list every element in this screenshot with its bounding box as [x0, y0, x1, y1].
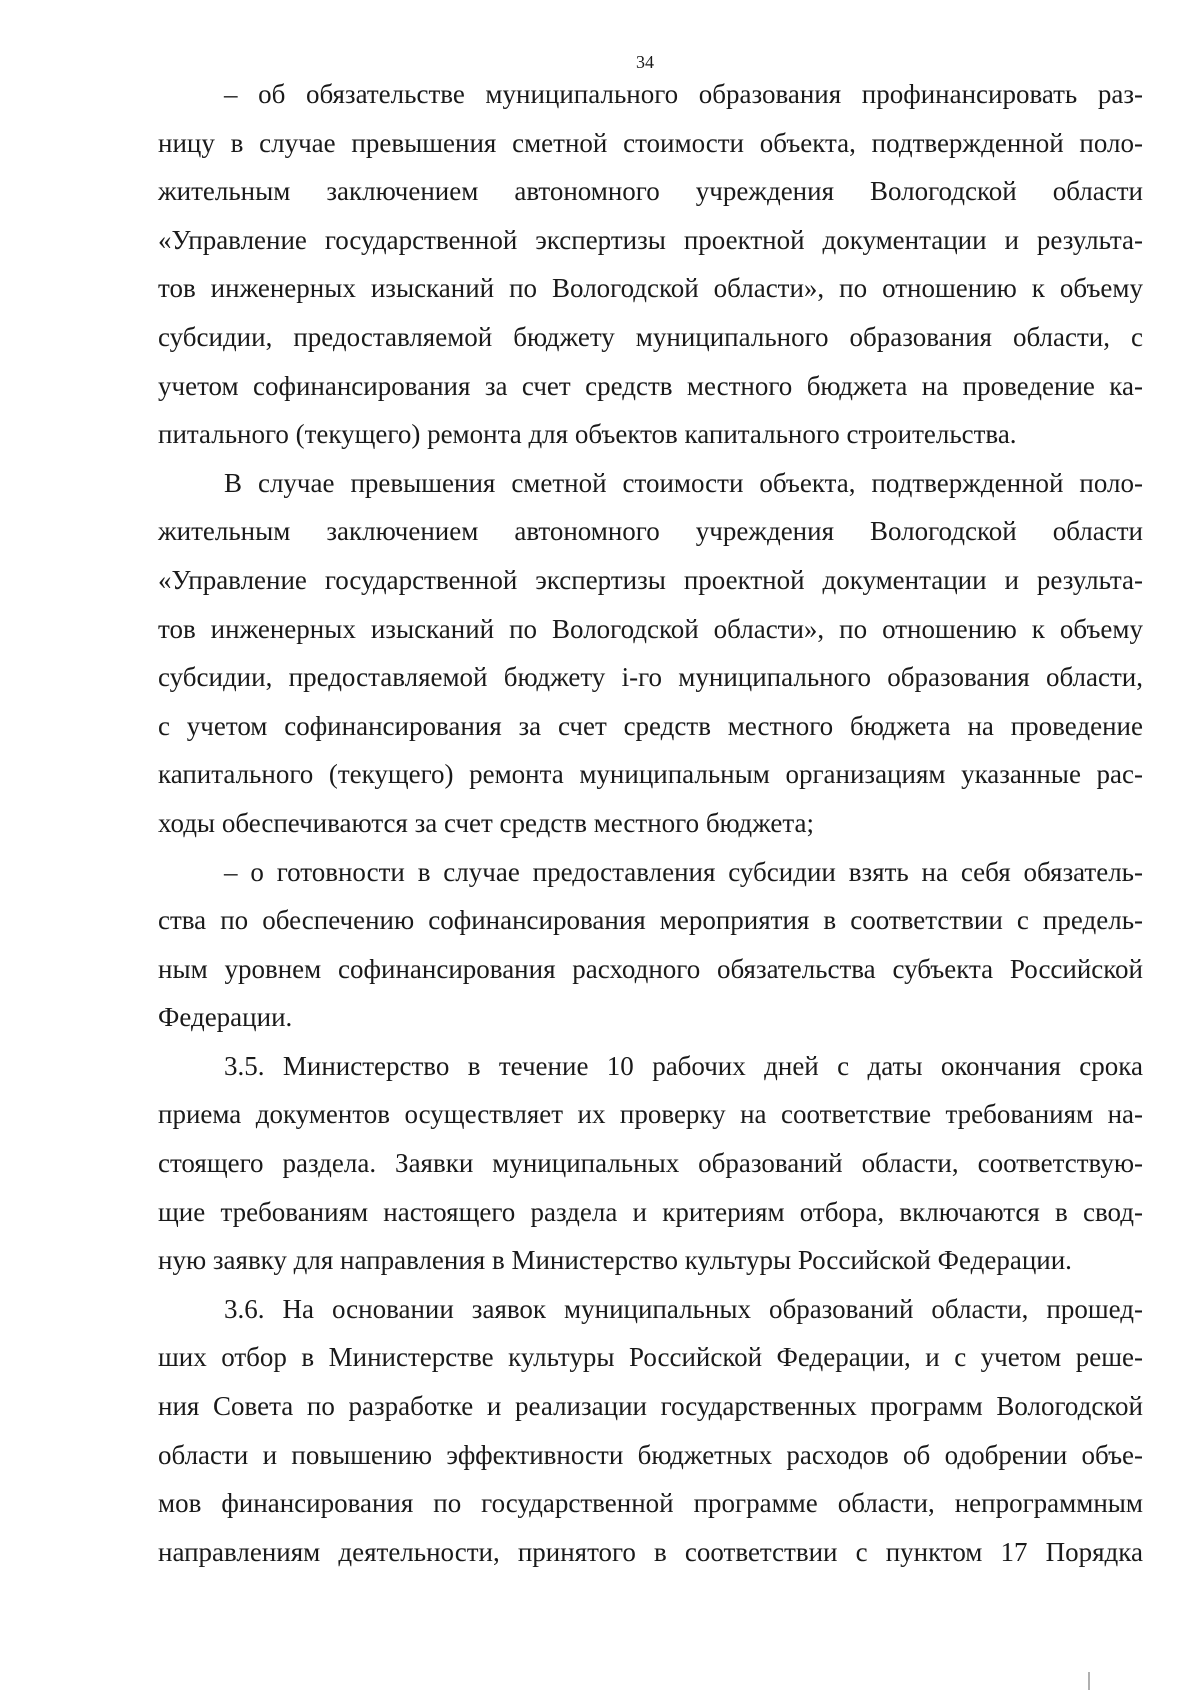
text-line: «Управление государственной экспертизы проектной документации и результа- [158, 224, 1143, 255]
paragraph [158, 1042, 1143, 1285]
text-line: ния Совета по разработке и реализации государственных программ Вологодской [158, 1391, 1143, 1422]
text-line: ную заявку для направления в Министерство культуры Российской Федерации. [158, 1245, 1072, 1276]
scan-artifact-mark [1088, 1672, 1090, 1690]
text-line: направлениям деятельности, принятого в соответствии с пунктом 17 Порядка [158, 1536, 1143, 1567]
text-line: с учетом софинансирования за счет средств местного бюджета на проведение [158, 710, 1143, 741]
text-line: – об обязательстве муниципального образования профинансировать раз- [224, 79, 1143, 109]
page-number: 34 [636, 52, 654, 72]
text-line: щие требованиям настоящего раздела и критериям отбора, включаются в свод- [158, 1196, 1143, 1227]
text-line: мов финансирования по государственной программе области, непрограммным [158, 1488, 1143, 1519]
text-line: ства по обеспечению софинансирования мероприятия в соответствии с предель- [158, 905, 1143, 936]
text-line: ходы обеспечиваются за счет средств местного бюджета; [158, 807, 814, 838]
text-line: ным уровнем софинансирования расходного обязательства субъекта Российской [158, 953, 1143, 984]
text-line: приема документов осуществляет их проверку на соответствие требованиям на- [158, 1099, 1143, 1130]
text-line: ницу в случае превышения сметной стоимости объекта, подтвержденной поло- [158, 127, 1143, 158]
text-line: субсидии, предоставляемой бюджету i-го муниципального образования области, [158, 662, 1143, 693]
text-line: ших отбор в Министерстве культуры Российской Федерации, и с учетом реше- [158, 1342, 1143, 1373]
paragraph [158, 848, 1143, 1042]
text-line: области и повышению эффективности бюджетных расходов об одобрении объе- [158, 1439, 1143, 1470]
text-line: тов инженерных изысканий по Вологодской области», по отношению к объему [158, 613, 1143, 644]
text-line: стоящего раздела. Заявки муниципальных образований области, соответствую- [158, 1148, 1143, 1179]
text-line: питального (текущего) ремонта для объектов капитального строительства. [158, 419, 1017, 450]
text-line: 3.6. На основании заявок муниципальных образований области, прошед- [224, 1293, 1143, 1324]
text-line: Федерации. [158, 1002, 293, 1033]
document-body [158, 70, 1143, 1576]
paragraph [158, 459, 1143, 848]
text-line: учетом софинансирования за счет средств местного бюджета на проведение ка- [158, 370, 1143, 401]
text-line: 3.5. Министерство в течение 10 рабочих дней с даты окончания срока [224, 1050, 1143, 1081]
text-line: «Управление государственной экспертизы проектной документации и результа- [158, 564, 1143, 595]
paragraph [158, 1285, 1143, 1577]
text-line: жительным заключением автономного учреждения Вологодской области [158, 516, 1143, 547]
paragraph [158, 70, 1143, 459]
text-line: субсидии, предоставляемой бюджету муниципального образования области, с [158, 321, 1143, 352]
text-line: В случае превышения сметной стоимости объекта, подтвержденной поло- [224, 467, 1143, 498]
text-line: тов инженерных изысканий по Вологодской области», по отношению к объему [158, 273, 1143, 304]
text-line: – о готовности в случае предоставления субсидии взять на себя обязатель- [224, 856, 1143, 887]
text-line: жительным заключением автономного учреждения Вологодской области [158, 176, 1143, 207]
text-line: капитального (текущего) ремонта муниципальным организациям указанные рас- [158, 759, 1143, 790]
